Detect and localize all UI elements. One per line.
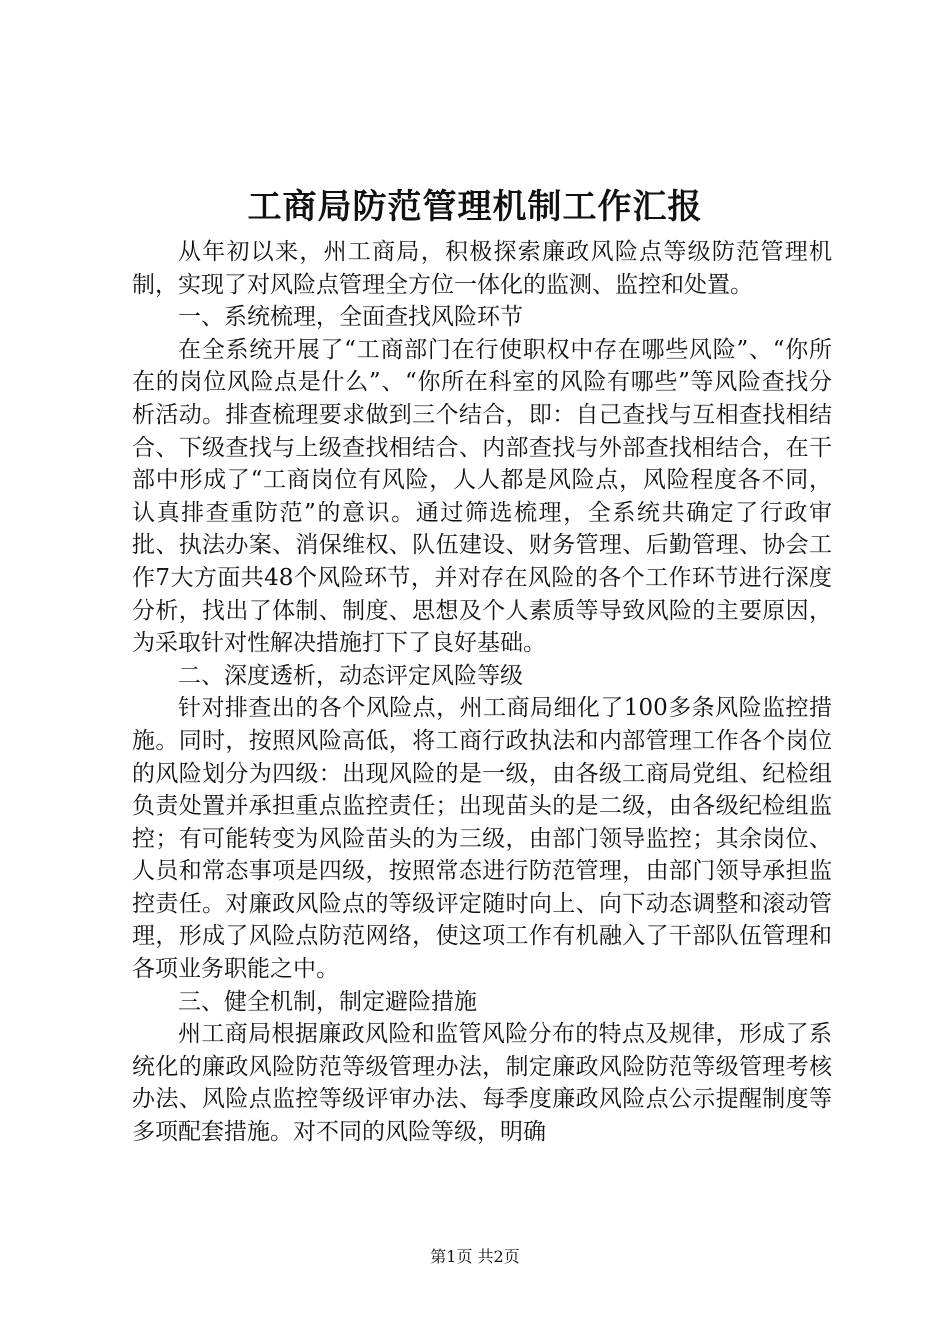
section-3-paragraph: 州工商局根据廉政风险和监管风险分布的特点及规律，形成了系统化的廉政风险防范等级管理办法，制定廉政风险防范等级管理考核办法、风险点监控等级评审办法、每季度廉政风险点公示提醒制度等多项配套措施。对不同的风险等级，明确 bbox=[132, 1021, 832, 1146]
document-title: 工商局防范管理机制工作汇报 bbox=[247, 187, 703, 227]
section-heading-1: 一、系统梳理，全面查找风险环节 bbox=[178, 304, 523, 331]
document-body bbox=[132, 236, 832, 1149]
section-2-paragraph: 针对排查出的各个风险点，州工商局细化了100多条风险监控措施。同时，按照风险高低，将工商行政执法和内部管理工作各个岗位的风险划分为四级：出现风险的是一级，由各级工商局党组、纪检组负责处置并承担重点监控责任；出现苗头的是二级，由各级纪检组监控；有可能转变为风险苗头的为三级，由部门领导监控；其余岗位、人员和常态事项是四级，按照常态进行防范管理，由部门领导承担监控责任。对廉政风险点的等级评定随时向上、向下动态调整和滚动管理，形成了风险点防范网络，使这项工作有机融入了干部队伍管理和各项业务职能之中。 bbox=[132, 695, 832, 983]
section-heading-2: 二、深度透析，动态评定风险等级 bbox=[178, 662, 523, 689]
section-1-paragraph: 在全系统开展了“工商部门在行使职权中存在哪些风险”、“你所在的岗位风险点是什么”、“你所在科室的风险有哪些”等风险查找分析活动。排查梳理要求做到三个结合，即：自己查找与互相查找相结合、下级查找与上级查找相结合、内部查找与外部查找相结合，在干部中形成了“工商岗位有风险，人人都是风险点，风险程度各不同，认真排查重防范”的意识。通过筛选梳理，全系统共确定了行政审批、执法办案、消保维权、队伍建设、财务管理、后勤管理、协会工作7大方面共48个风险环节，并对存在风险的各个工作环节进行深度分析，找出了体制、制度、思想及个人素质等导致风险的主要原因，为采取针对性解决措施打下了良好基础。 bbox=[132, 336, 832, 657]
intro-paragraph: 从年初以来，州工商局，积极探索廉政风险点等级防范管理机制，实现了对风险点管理全方位一体化的监测、监控和处置。 bbox=[132, 239, 832, 298]
section-heading-3: 三、健全机制，制定避险措施 bbox=[178, 988, 477, 1015]
page-footer: 第1页 共2页 bbox=[430, 1247, 520, 1266]
